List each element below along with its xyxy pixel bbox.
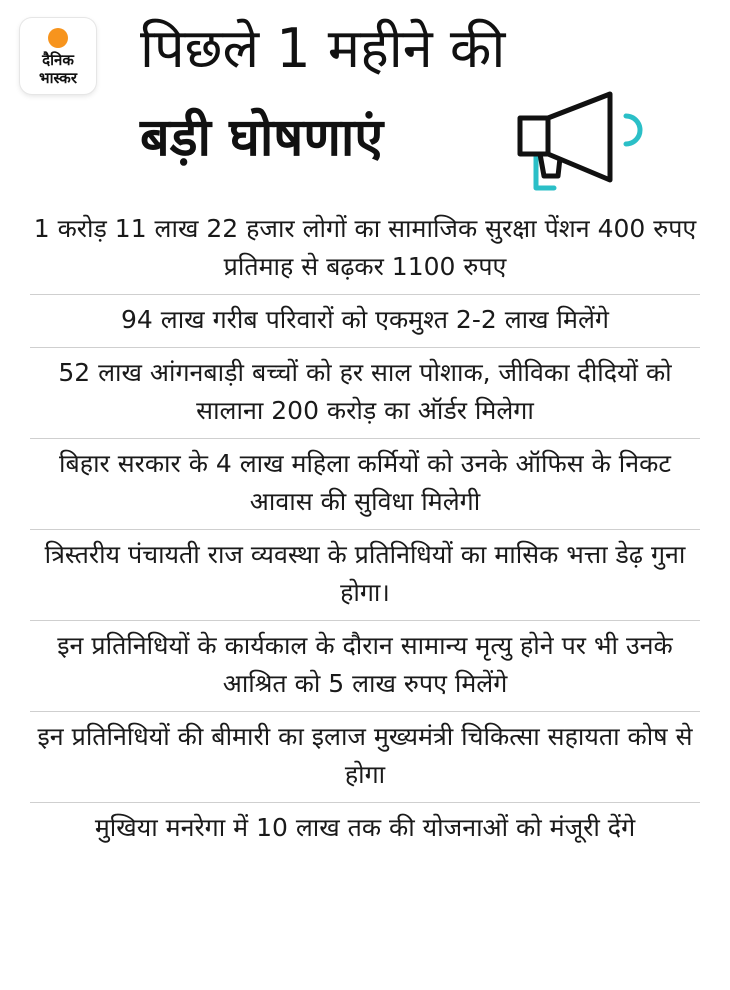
logo-text-line1: दैनिक	[42, 51, 74, 69]
announcement-item: 94 लाख गरीब परिवारों को एकमुश्त 2-2 लाख मिलेंगे	[30, 295, 700, 348]
announcement-item: मुखिया मनरेगा में 10 लाख तक की योजनाओं को मंजूरी देंगे	[94, 813, 636, 842]
announcement-item: इन प्रतिनिधियों की बीमारी का इलाज मुख्यमंत्री चिकित्सा सहायता कोष से होगा	[30, 712, 700, 803]
headline-line2: बड़ी घोषणाएं	[140, 108, 384, 168]
headline-line1: पिछले 1 महीने की	[140, 17, 506, 80]
dainik-bhaskar-logo	[20, 18, 96, 94]
announcement-item: 52 लाख आंगनबाड़ी बच्चों को हर साल पोशाक, जीविका दीदियों को सालाना 200 करोड़ का ऑर्डर मिलेगा	[30, 348, 700, 439]
announcement-list	[30, 204, 700, 855]
announcement-item: त्रिस्तरीय पंचायती राज व्यवस्था के प्रतिनिधियों का मासिक भत्ता डेढ़ गुना होगा।	[30, 530, 700, 621]
logo-text-line2: भास्कर	[39, 69, 77, 87]
announcement-item: बिहार सरकार के 4 लाख महिला कर्मियों को उनके ऑफिस के निकट आवास की सुविधा मिलेगी	[30, 439, 700, 530]
announcement-item: 1 करोड़ 11 लाख 22 हजार लोगों का सामाजिक सुरक्षा पेंशन 400 रुपए प्रतिमाह से बढ़कर 1100 रुपए	[30, 204, 700, 295]
sun-icon	[48, 28, 68, 48]
megaphone-icon	[514, 88, 644, 198]
announcement-item: इन प्रतिनिधियों के कार्यकाल के दौरान सामान्य मृत्यु होने पर भी उनके आश्रित को 5 लाख रुपए मिलेंगे	[30, 621, 700, 712]
